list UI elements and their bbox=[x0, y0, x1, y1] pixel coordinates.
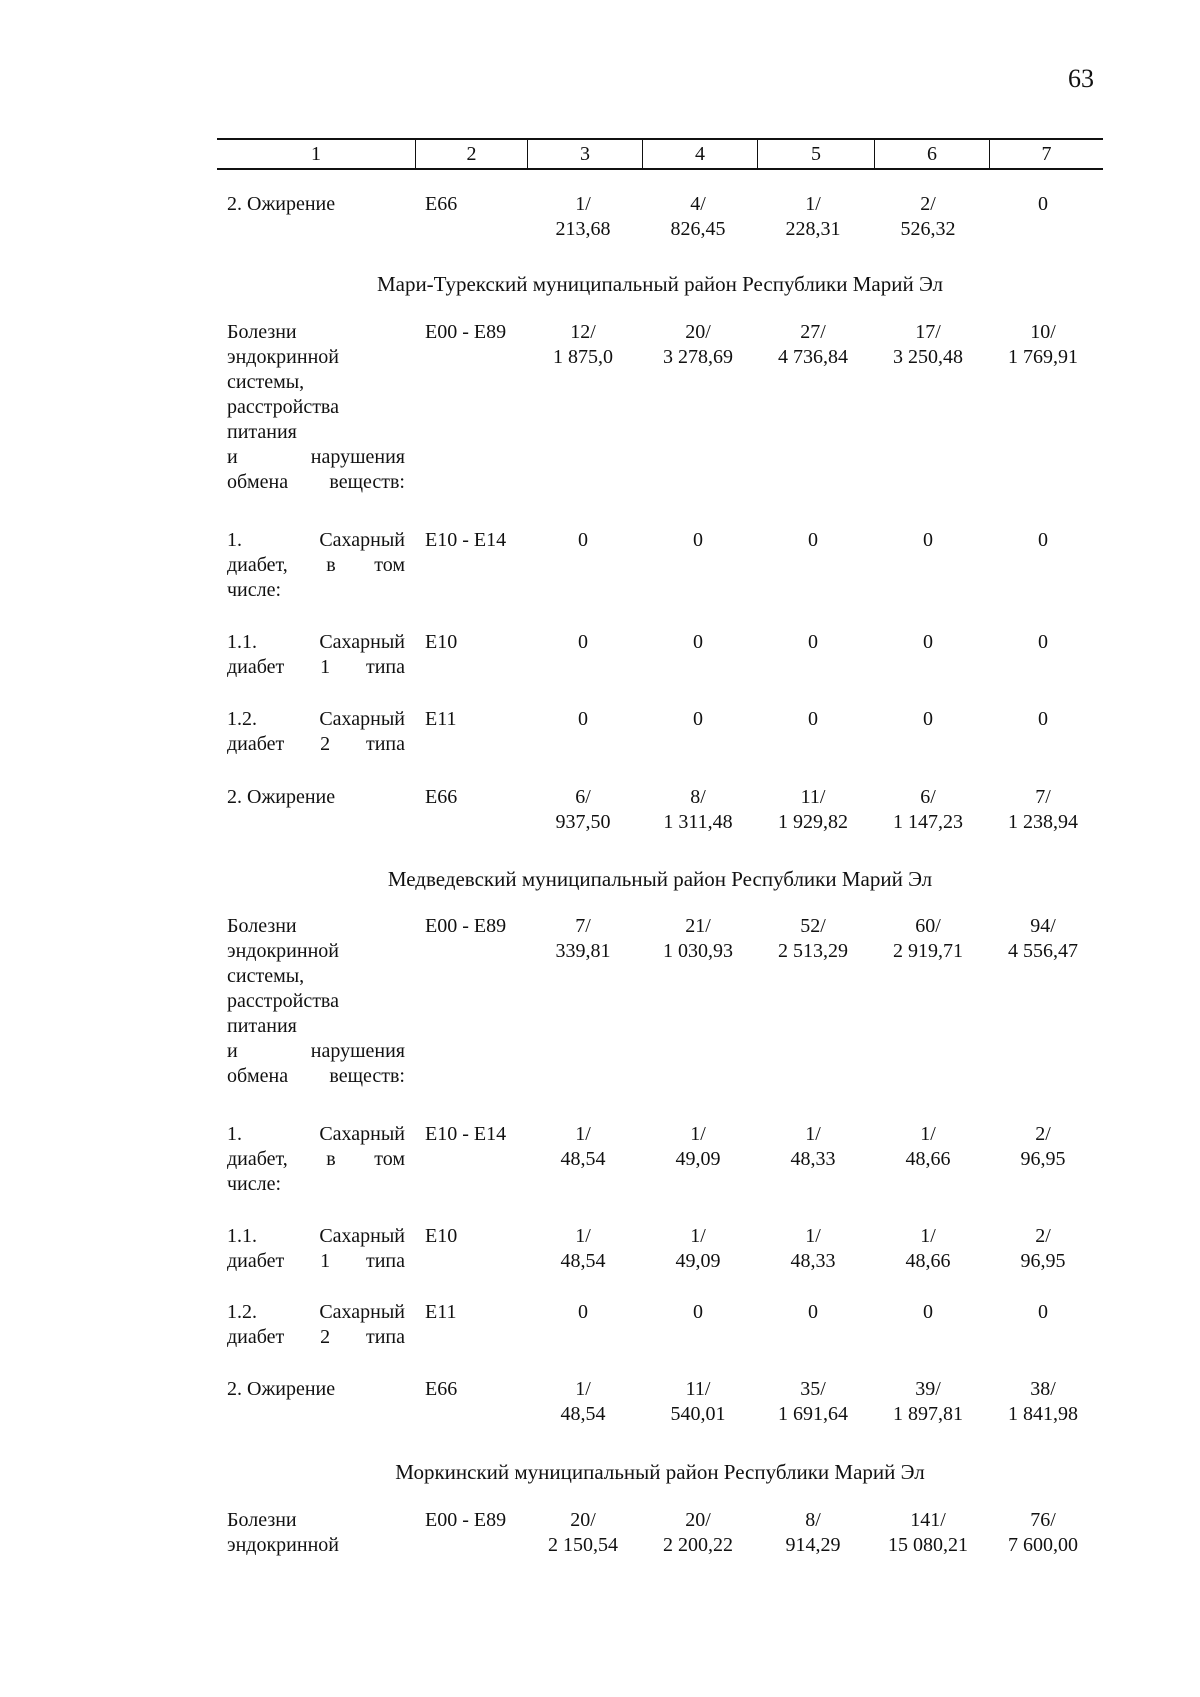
header-column-6: 6 bbox=[874, 140, 989, 168]
value-line: 1 769,91 bbox=[1008, 346, 1078, 368]
row-name bbox=[227, 630, 405, 680]
value-cell bbox=[528, 1377, 638, 1427]
value-cell bbox=[988, 707, 1098, 732]
value-cell bbox=[643, 1377, 753, 1427]
header-column-3: 3 bbox=[527, 140, 642, 168]
value-line: 35/ bbox=[800, 1378, 826, 1400]
value-line: 2 150,54 bbox=[548, 1534, 618, 1556]
value-line: 0 bbox=[923, 708, 933, 730]
value-line: 0 bbox=[1038, 631, 1048, 653]
value-line: 1 030,93 bbox=[663, 940, 733, 962]
value-line: 0 bbox=[693, 708, 703, 730]
value-line: 49,09 bbox=[675, 1250, 721, 1272]
value-line: 1/ bbox=[805, 1123, 821, 1145]
row-name-line: и нарушения bbox=[227, 446, 405, 468]
row-name-line: 2. Ожирение bbox=[227, 786, 336, 808]
value-line: 48,33 bbox=[790, 1148, 836, 1170]
row-name-line: эндокринной bbox=[227, 1534, 339, 1556]
value-cell bbox=[988, 785, 1098, 835]
value-cell bbox=[643, 785, 753, 835]
row-name bbox=[227, 1377, 405, 1402]
value-line: 4/ bbox=[690, 193, 706, 215]
row-name-line: 1. Сахарный bbox=[227, 529, 405, 551]
value-line: 2 919,71 bbox=[893, 940, 963, 962]
value-line: 8/ bbox=[690, 786, 706, 808]
row-name-line: диабет, в том bbox=[227, 1148, 405, 1170]
value-cell bbox=[643, 320, 753, 370]
value-line: 6/ bbox=[920, 786, 936, 808]
row-name-line: и нарушения bbox=[227, 1040, 405, 1062]
page-number: 63 bbox=[1068, 64, 1094, 93]
value-line: 6/ bbox=[575, 786, 591, 808]
value-cell bbox=[528, 707, 638, 732]
value-line: 526,32 bbox=[900, 218, 956, 240]
row-code: E10 bbox=[425, 631, 458, 653]
value-line: 96,95 bbox=[1020, 1250, 1066, 1272]
value-line: 0 bbox=[923, 631, 933, 653]
row-code: E00 - E89 bbox=[425, 1509, 507, 1531]
value-line: 38/ bbox=[1030, 1378, 1056, 1400]
value-line: 1/ bbox=[690, 1123, 706, 1145]
value-line: 3 250,48 bbox=[893, 346, 963, 368]
value-line: 7 600,00 bbox=[1008, 1534, 1078, 1556]
value-cell bbox=[758, 1300, 868, 1325]
value-line: 1/ bbox=[805, 1225, 821, 1247]
value-cell bbox=[988, 1377, 1098, 1427]
value-line: 20/ bbox=[685, 321, 711, 343]
value-cell bbox=[528, 630, 638, 655]
value-line: 0 bbox=[578, 529, 588, 551]
value-line: 48,66 bbox=[905, 1250, 951, 1272]
value-line: 228,31 bbox=[785, 218, 841, 240]
row-name bbox=[227, 320, 405, 495]
value-cell bbox=[758, 528, 868, 553]
value-line: 7/ bbox=[1035, 786, 1051, 808]
value-cell bbox=[873, 1508, 983, 1558]
value-line: 60/ bbox=[915, 915, 941, 937]
row-name bbox=[227, 528, 405, 603]
value-line: 3 278,69 bbox=[663, 346, 733, 368]
row-code: E10 - E14 bbox=[425, 529, 507, 551]
section-title: Мари-Турекский муниципальный район Республики Марий Эл bbox=[376, 272, 944, 296]
value-line: 914,29 bbox=[785, 1534, 841, 1556]
value-line: 17/ bbox=[915, 321, 941, 343]
value-cell bbox=[988, 320, 1098, 370]
value-line: 0 bbox=[808, 1301, 818, 1323]
value-line: 0 bbox=[1038, 529, 1048, 551]
value-line: 0 bbox=[923, 1301, 933, 1323]
row-name-line: диабет 1 типа bbox=[227, 656, 405, 678]
value-line: 96,95 bbox=[1020, 1148, 1066, 1170]
value-line: 0 bbox=[808, 708, 818, 730]
value-cell bbox=[528, 192, 638, 242]
value-cell bbox=[643, 914, 753, 964]
value-cell bbox=[988, 528, 1098, 553]
value-cell bbox=[988, 914, 1098, 964]
value-line: 2/ bbox=[1035, 1225, 1051, 1247]
row-name-line: числе: bbox=[227, 579, 282, 601]
row-code: E00 - E89 bbox=[425, 321, 507, 343]
value-cell bbox=[528, 320, 638, 370]
value-line: 76/ bbox=[1030, 1509, 1056, 1531]
row-name-line: Болезни bbox=[227, 1509, 297, 1531]
value-line: 1/ bbox=[690, 1225, 706, 1247]
value-line: 52/ bbox=[800, 915, 826, 937]
value-cell bbox=[873, 1377, 983, 1427]
value-line: 4 556,47 bbox=[1008, 940, 1078, 962]
value-line: 1 897,81 bbox=[893, 1403, 963, 1425]
value-cell bbox=[643, 630, 753, 655]
value-line: 1 875,0 bbox=[553, 346, 613, 368]
value-line: 1 929,82 bbox=[778, 811, 848, 833]
value-line: 48,54 bbox=[560, 1148, 606, 1170]
value-line: 0 bbox=[693, 631, 703, 653]
row-name-line: числе: bbox=[227, 1173, 282, 1195]
value-cell bbox=[873, 1224, 983, 1274]
value-line: 15 080,21 bbox=[888, 1534, 968, 1556]
row-name-line: 1.2. Сахарный bbox=[227, 708, 405, 730]
row-code: E10 bbox=[425, 1225, 458, 1247]
row-name-line: диабет 2 типа bbox=[227, 733, 405, 755]
row-name-line: системы, bbox=[227, 965, 305, 987]
value-line: 1/ bbox=[575, 1378, 591, 1400]
value-cell bbox=[528, 1508, 638, 1558]
value-line: 48,33 bbox=[790, 1250, 836, 1272]
row-name bbox=[227, 914, 405, 1089]
value-line: 11/ bbox=[685, 1378, 711, 1400]
section-title: Медведевский муниципальный район Республики Марий Эл bbox=[387, 867, 933, 891]
value-line: 39/ bbox=[915, 1378, 941, 1400]
row-code: E11 bbox=[425, 1301, 457, 1323]
value-cell bbox=[873, 630, 983, 655]
row-name-line: обмена веществ: bbox=[227, 471, 405, 493]
row-name-line: системы, bbox=[227, 371, 305, 393]
value-cell bbox=[643, 707, 753, 732]
row-name bbox=[227, 1122, 405, 1197]
row-name bbox=[227, 1224, 405, 1274]
value-cell bbox=[643, 1224, 753, 1274]
value-line: 0 bbox=[1038, 708, 1048, 730]
value-cell bbox=[988, 192, 1098, 217]
value-cell bbox=[873, 707, 983, 732]
value-line: 0 bbox=[578, 708, 588, 730]
value-cell bbox=[643, 192, 753, 242]
row-name-line: диабет 1 типа bbox=[227, 1250, 405, 1272]
value-cell bbox=[988, 1122, 1098, 1172]
value-cell bbox=[528, 914, 638, 964]
value-cell bbox=[758, 1377, 868, 1427]
header-column-4: 4 bbox=[642, 140, 757, 168]
value-cell bbox=[873, 320, 983, 370]
value-line: 20/ bbox=[570, 1509, 596, 1531]
value-line: 48,54 bbox=[560, 1403, 606, 1425]
value-cell bbox=[873, 914, 983, 964]
value-cell bbox=[758, 1224, 868, 1274]
value-line: 2/ bbox=[1035, 1123, 1051, 1145]
row-name-line: 1.2. Сахарный bbox=[227, 1301, 405, 1323]
value-cell bbox=[528, 1122, 638, 1172]
value-cell bbox=[758, 192, 868, 242]
row-name bbox=[227, 785, 405, 810]
value-line: 0 bbox=[693, 1301, 703, 1323]
value-cell bbox=[528, 1224, 638, 1274]
value-line: 1 147,23 bbox=[893, 811, 963, 833]
value-line: 7/ bbox=[575, 915, 591, 937]
value-line: 8/ bbox=[805, 1509, 821, 1531]
value-line: 49,09 bbox=[675, 1148, 721, 1170]
row-name-line: питания bbox=[227, 421, 297, 443]
row-name bbox=[227, 192, 405, 217]
value-cell bbox=[988, 1224, 1098, 1274]
value-line: 27/ bbox=[800, 321, 826, 343]
value-line: 4 736,84 bbox=[778, 346, 848, 368]
row-code: E66 bbox=[425, 786, 458, 808]
value-cell bbox=[988, 630, 1098, 655]
value-line: 1/ bbox=[575, 193, 591, 215]
value-line: 1/ bbox=[575, 1123, 591, 1145]
value-line: 213,68 bbox=[555, 218, 611, 240]
value-line: 1/ bbox=[920, 1225, 936, 1247]
value-line: 141/ bbox=[910, 1509, 946, 1531]
value-line: 1 311,48 bbox=[663, 811, 733, 833]
value-line: 1 841,98 bbox=[1008, 1403, 1078, 1425]
row-name-line: диабет, в том bbox=[227, 554, 405, 576]
value-cell bbox=[528, 785, 638, 835]
value-line: 339,81 bbox=[555, 940, 611, 962]
value-cell bbox=[873, 785, 983, 835]
value-line: 0 bbox=[808, 529, 818, 551]
row-code: E00 - E89 bbox=[425, 915, 507, 937]
value-cell bbox=[758, 785, 868, 835]
value-cell bbox=[758, 707, 868, 732]
row-name-line: Болезни bbox=[227, 321, 297, 343]
value-line: 2 513,29 bbox=[778, 940, 848, 962]
value-cell bbox=[528, 1300, 638, 1325]
row-name-line: обмена веществ: bbox=[227, 1065, 405, 1087]
row-name-line: расстройства bbox=[227, 990, 339, 1012]
row-name bbox=[227, 1508, 405, 1558]
value-line: 48,66 bbox=[905, 1148, 951, 1170]
value-line: 94/ bbox=[1030, 915, 1056, 937]
value-line: 540,01 bbox=[670, 1403, 726, 1425]
header-column-2: 2 bbox=[415, 140, 527, 168]
value-cell bbox=[873, 528, 983, 553]
value-line: 1/ bbox=[575, 1225, 591, 1247]
header-column-7: 7 bbox=[989, 140, 1103, 168]
value-line: 0 bbox=[1038, 1301, 1048, 1323]
value-line: 48,54 bbox=[560, 1250, 606, 1272]
value-line: 937,50 bbox=[555, 811, 611, 833]
value-cell bbox=[873, 1122, 983, 1172]
row-name-line: 2. Ожирение bbox=[227, 1378, 336, 1400]
value-line: 1 691,64 bbox=[778, 1403, 848, 1425]
row-name bbox=[227, 1300, 405, 1350]
value-cell bbox=[873, 192, 983, 242]
row-name-line: 2. Ожирение bbox=[227, 193, 336, 215]
row-name-line: расстройства bbox=[227, 396, 339, 418]
value-line: 0 bbox=[693, 529, 703, 551]
value-line: 12/ bbox=[570, 321, 596, 343]
value-line: 10/ bbox=[1030, 321, 1056, 343]
row-name-line: 1.1. Сахарный bbox=[227, 1225, 405, 1247]
value-cell bbox=[643, 1508, 753, 1558]
value-cell bbox=[873, 1300, 983, 1325]
row-code: E66 bbox=[425, 193, 458, 215]
value-line: 11/ bbox=[800, 786, 826, 808]
row-name bbox=[227, 707, 405, 757]
value-cell bbox=[643, 528, 753, 553]
row-name-line: 1. Сахарный bbox=[227, 1123, 405, 1145]
row-code: E11 bbox=[425, 708, 457, 730]
row-name-line: диабет 2 типа bbox=[227, 1326, 405, 1348]
value-line: 21/ bbox=[685, 915, 711, 937]
value-cell bbox=[643, 1122, 753, 1172]
value-cell bbox=[758, 630, 868, 655]
value-line: 0 bbox=[1038, 193, 1048, 215]
value-line: 0 bbox=[808, 631, 818, 653]
value-line: 1 238,94 bbox=[1008, 811, 1078, 833]
value-line: 0 bbox=[578, 1301, 588, 1323]
value-cell bbox=[988, 1300, 1098, 1325]
value-cell bbox=[758, 320, 868, 370]
value-cell bbox=[758, 1122, 868, 1172]
value-line: 1/ bbox=[805, 193, 821, 215]
value-line: 1/ bbox=[920, 1123, 936, 1145]
row-name-line: эндокринной bbox=[227, 346, 339, 368]
row-name-line: эндокринной bbox=[227, 940, 339, 962]
value-line: 826,45 bbox=[670, 218, 726, 240]
table-header bbox=[217, 138, 1103, 170]
value-cell bbox=[758, 1508, 868, 1558]
row-name-line: Болезни bbox=[227, 915, 297, 937]
value-line: 20/ bbox=[685, 1509, 711, 1531]
value-line: 2/ bbox=[920, 193, 936, 215]
section-title: Моркинский муниципальный район Республики Марий Эл bbox=[395, 1460, 925, 1484]
value-cell bbox=[758, 914, 868, 964]
value-line: 2 200,22 bbox=[663, 1534, 733, 1556]
value-cell bbox=[643, 1300, 753, 1325]
header-column-1: 1 bbox=[311, 143, 321, 165]
row-code: E66 bbox=[425, 1378, 458, 1400]
row-name-line: питания bbox=[227, 1015, 297, 1037]
value-cell bbox=[988, 1508, 1098, 1558]
header-column-5: 5 bbox=[757, 140, 874, 168]
value-line: 0 bbox=[923, 529, 933, 551]
value-cell bbox=[528, 528, 638, 553]
row-code: E10 - E14 bbox=[425, 1123, 507, 1145]
row-name-line: 1.1. Сахарный bbox=[227, 631, 405, 653]
value-line: 0 bbox=[578, 631, 588, 653]
